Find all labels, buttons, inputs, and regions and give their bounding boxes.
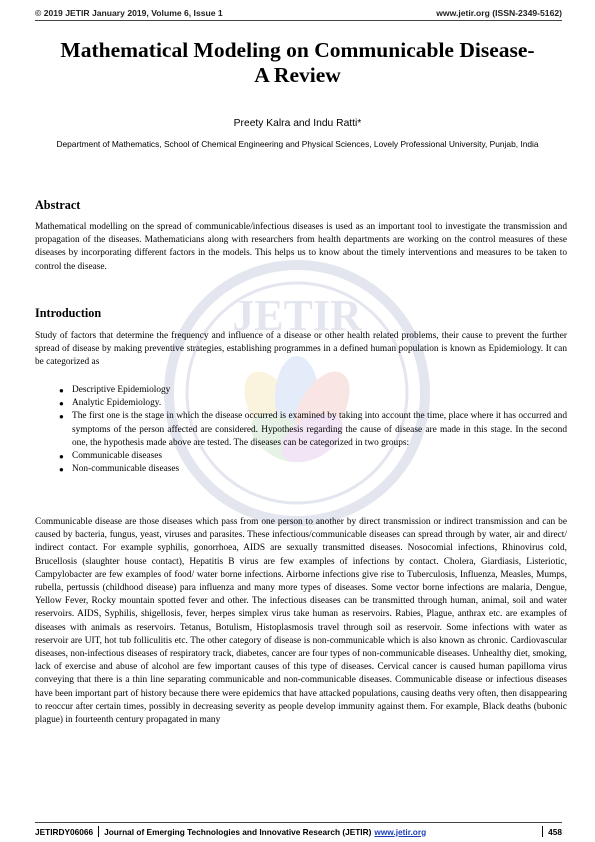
footer-paper-id: JETIRDY06066 [35,826,94,837]
footer-divider [542,826,543,837]
footer-divider [98,826,99,837]
introduction-paragraph-1: Study of factors that determine the frequency and influence of a disease or other health related problems, their cause to prevent the further spread of disease by making preventive strategies, establishing programmes in a defined human population is known as Epidemiology. It can be categorized as [35,331,567,368]
bullet-icon: ● [59,399,64,409]
footer-page-number: 458 [548,826,562,837]
introduction-heading: Introduction [35,306,102,320]
affiliation: Department of Mathematics, School of Chemical Engineering and Physical Sciences, Lovely Professional University, Punjab, India [56,139,539,149]
bullet-icon: ● [59,465,64,475]
title-line-1: Mathematical Modeling on Communicable Disease- [60,38,535,62]
bullet-icon: ● [59,452,64,462]
list-item: ● The first one is the stage in which the disease occurred is examined by taking into account the time, place where it has occurred and symptoms of the person affected are considered. Hypothesis regarding the cause of disease are made in this stage. In the second one, the hypothesis made above are tested. The diseases can be categorized in two groups: [59,411,567,448]
title-line-2: A Review [254,63,341,87]
paper-title [20,38,575,88]
watermark-text: JETIR [232,291,362,340]
running-header [35,8,562,21]
epidemiology-bullet-list [35,384,567,476]
footer-website-link[interactable]: www.jetir.org [374,826,427,837]
header-issue-info: © 2019 JETIR January 2019, Volume 6, Issue 1 [35,8,223,18]
running-footer [35,822,562,837]
bullet-icon: ● [59,412,64,422]
list-item: ● Descriptive Epidemiology [35,384,567,397]
footer-journal-name: Journal of Emerging Technologies and Innovative Research (JETIR) [104,826,372,837]
authors: Preety Kalra and Indu Ratti* [233,118,362,129]
list-item: ● Non-communicable diseases [35,463,567,476]
introduction-paragraph-2: Communicable disease are those diseases which pass from one person to another by direct transmission or indirect transmission and can be caused by bacteria, fungus, yeast, viruses and parasites. These infectious/communicable diseases can spread through by water, air and direct/ indirect contact. For example syphilis, gonorrhoea, AIDS are sexually transmitted diseases. Nosocomial infections, Rhinovirus cold, Brucellosis (slaughter house contact), Hepatitis B virus are few examples of infections by contact. Cholera, Giardiasis, Listeriotic, Campylobacter are few examples of food/ water borne infections. Airborne infections give rise to Tuberculosis, Influenza, Measles, Mumps, rubella, pertussis (childhood disease) para influenza and many more types of diseases. Some vector borne infections are malaria, Dengue, Yellow Fever, Rocky mountain spotted fever and other. The infectious diseases can be transmitted through human, animal, soil and water reservoirs. AIDS, Syphilis, shigellosis, fever, herpes simplex virus take human as reservoirs. Rabies, Plague, anthrax etc. are examples of diseases with animals as reservoirs. Tetanus, Botulism, Histoplasmosis travel through soil as reservoir. Some infections with water as reservoir are UIT, hot tub folliculitis etc. The other category of disease is non-communicable which is also known as chronic. Cardiovascular diseases, non-infectious diseases of respiratory track, diabetes, cancer are four types of non-communicable diseases. Unhealthy diet, smoking, lack of exercise and abuse of alcohol are few important causes of this type of diseases. Cervical cancer is caused human papilloma virus conveying that there is a thin line separating communicable and non-communicable diseases. Communicable disease or infectious diseases have been important part of history because there were epidemics that have attacked populations, causing deaths very often, then disappearing to reoccur after certain times, possibly in decreasing severity as people develop immunity against them. For example, Black deaths (bubonic plague) in fourteenth century propagated in many [35,517,567,726]
abstract-heading: Abstract [35,198,81,212]
header-website-issn: www.jetir.org (ISSN-2349-5162) [436,8,562,18]
list-item: ● Analytic Epidemiology. [35,397,567,410]
abstract-text: Mathematical modelling on the spread of communicable/infectious diseases is used as an important tool to investigate the transmission and propagation of the diseases. Mathematicians along with researchers from health departments are working on the control measures of these diseases by incorporating different factors in the models. This helps us to know about the timely interventions and measures to be taken to control the disease. [35,222,567,272]
list-item: ● Communicable diseases [35,450,567,463]
bullet-icon: ● [59,386,64,395]
